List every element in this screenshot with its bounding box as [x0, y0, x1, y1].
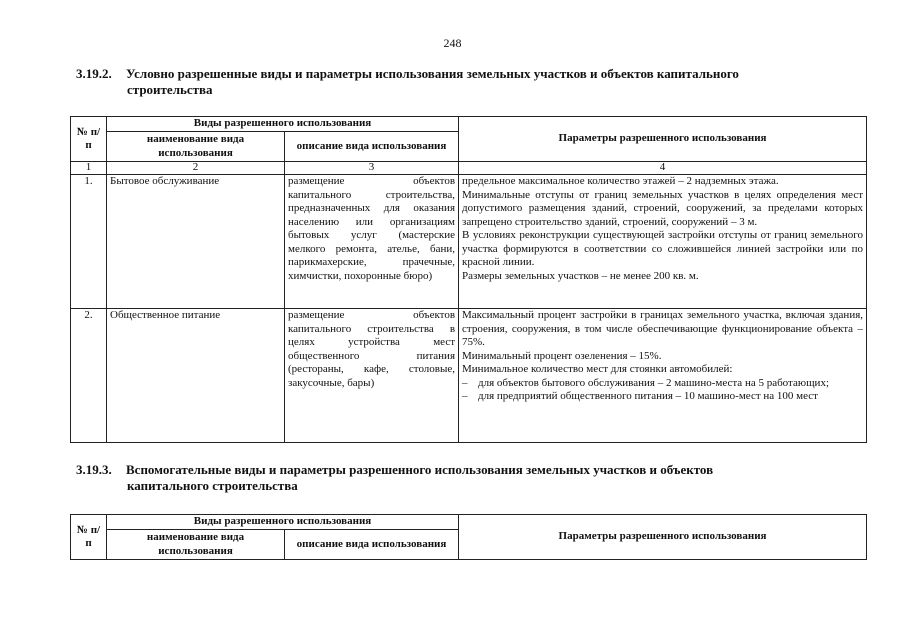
- dash-marker: –: [462, 376, 468, 389]
- use-name: Бытовое обслуживание: [107, 175, 285, 309]
- header-num: № п/п: [71, 515, 107, 560]
- section-heading-conditional: [76, 66, 856, 98]
- parameter-line: Минимальный процент озеленения – 15%.: [462, 349, 662, 362]
- parameter-line: В условиях реконструкции существующей застройки отступы от границ земельного участка формируются в соответствии со сложившейся линией застройки или по красной линии.: [462, 229, 864, 268]
- parameter-line: предельное максимальное количество этажей – 2 надземных этажа.: [462, 175, 779, 187]
- bullet-text: для объектов бытового обслуживания – 2 машино-места на 5 работающих;: [478, 376, 829, 389]
- section-title-line1: Условно разрешенные виды и параметры использования земельных участков и объектов капитального: [126, 66, 739, 81]
- header-name: наименование вида использования: [107, 132, 285, 162]
- use-description: размещение объектов капитального строительства в целях устройства мест общественного питания (рестораны, кафе, столовые, закусочные, бары): [285, 309, 459, 443]
- column-number: 2: [107, 162, 285, 175]
- header-group: Виды разрешенного использования: [107, 117, 459, 132]
- use-name: Общественное питание: [107, 309, 285, 443]
- row-number: 2.: [71, 309, 107, 443]
- section-heading-auxiliary: [76, 462, 856, 494]
- table-row: [71, 309, 867, 443]
- section-title-line2: капитального строительства: [127, 478, 298, 493]
- use-description: размещение объектов капитального строительства, предназначенных для оказания населению или организациям бытовых услуг (мастерские мелкого ремонта, ателье, бани, парикмахерские, прачечные, химчистки, похоронные бюро): [285, 175, 459, 309]
- column-number: 3: [285, 162, 459, 175]
- table-row: [71, 175, 867, 309]
- dash-marker: –: [462, 390, 468, 402]
- conditional-uses-table: [70, 116, 867, 443]
- parameter-line: Минимальное количество мест для стоянки автомобилей:: [462, 363, 733, 375]
- header-desc: описание вида использования: [285, 530, 459, 560]
- column-number: 1: [71, 162, 107, 175]
- header-desc: описание вида использования: [285, 132, 459, 162]
- section-title-line1: Вспомогательные виды и параметры разрешенного использования земельных участков и объектов: [126, 462, 714, 477]
- section-number: 3.19.2.: [76, 66, 112, 81]
- column-number: 4: [459, 162, 867, 175]
- parameter-line: Размеры земельных участков – не менее 200 кв. м.: [462, 269, 699, 282]
- use-parameters: [459, 175, 867, 309]
- page-number: 248: [443, 36, 462, 50]
- section-number: 3.19.3.: [76, 462, 112, 477]
- bullet-item: [462, 390, 863, 404]
- header-name: наименование вида использования: [107, 530, 285, 560]
- header-params: Параметры разрешенного использования: [459, 117, 867, 162]
- parameter-line: Максимальный процент застройки в границах земельного участка, включая здания, строения, сооружения, в том числе обеспечивающие функционирование объекта – 75%.: [462, 309, 864, 348]
- auxiliary-uses-table: [70, 514, 867, 560]
- bullet-text: для предприятий общественного питания – 10 машино-мест на 100 мест: [478, 390, 818, 402]
- section-title-line2: строительства: [127, 82, 213, 97]
- row-number: 1.: [71, 175, 107, 309]
- use-parameters: [459, 309, 867, 443]
- parameter-line: Минимальные отступы от границ земельных участков в целях определения мест допустимого размещения зданий, строений, сооружений, за пределами которых запрещено строительство зданий, строений, сооружений – 3 м.: [462, 188, 864, 228]
- header-params: Параметры разрешенного использования: [459, 515, 867, 560]
- header-num: № п/п: [71, 117, 107, 162]
- header-group: Виды разрешенного использования: [107, 515, 459, 530]
- bullet-item: [462, 377, 863, 391]
